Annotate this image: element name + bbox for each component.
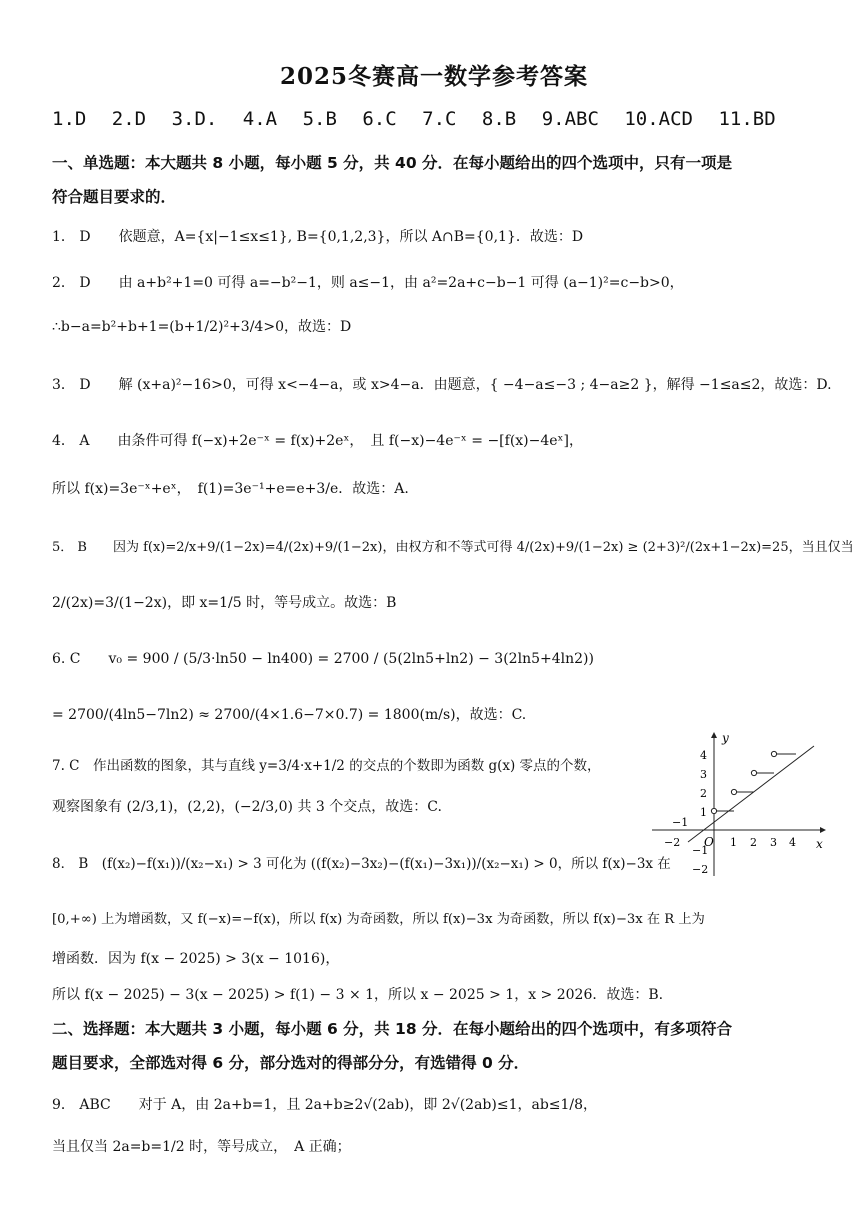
x-tick-neg2: −2 bbox=[664, 836, 681, 849]
q2-solution-line-1: 2． D 由 a+b²+1=0 可得 a=−b²−1，则 a≤−1，由 a²=2a+c−b−1 可得 (a−1)²=c−b>0， bbox=[52, 275, 684, 291]
y-axis-label: y bbox=[722, 731, 729, 745]
section-1-heading-line-2: 符合题目要求的． bbox=[52, 188, 177, 206]
q9-solution-line-1: 9． ABC 对于 A，由 2a+b=1，且 2a+b≥2√(2ab)，即 2√(2ab)≤1，ab≤1/8， bbox=[52, 1097, 598, 1113]
page-title: 2025冬赛高一数学参考答案 bbox=[279, 63, 588, 90]
q8-solution-line-2: [0,+∞) 上为增函数，又 f(−x)=−f(x)，所以 f(x) 为奇函数，所以 f(x)−3x 为奇函数，所以 f(x)−3x 在 R 上为 bbox=[52, 912, 705, 927]
origin-label: O bbox=[704, 835, 714, 849]
section-2-heading bbox=[52, 1012, 812, 1080]
x-axis-label: x bbox=[816, 837, 823, 851]
q2-solution-line-2: ∴b−a=b²+b+1=(b+1/2)²+3/4>0，故选：D bbox=[52, 319, 352, 335]
section-2-heading-line-2: 题目要求，全部选对得 6 分，部分选对的得部分分，有选错得 0 分． bbox=[52, 1054, 530, 1072]
q5-solution-line-2: 2/(2x)=3/(1−2x)，即 x=1/5 时，等号成立。故选：B bbox=[52, 595, 397, 611]
y-tick-3: 3 bbox=[700, 768, 707, 781]
function-graph bbox=[648, 730, 828, 880]
q4-solution-line-1: 4． A 由条件可得 f(−x)+2e⁻ˣ = f(x)+2eˣ， 且 f(−x)−4e⁻ˣ = −[f(x)−4eˣ]， bbox=[52, 433, 583, 449]
answer-1: 1.D bbox=[52, 108, 87, 130]
answer-3: 3.D. bbox=[171, 108, 218, 130]
answer-6: 6.C bbox=[362, 108, 397, 130]
y-tick-4: 4 bbox=[700, 749, 707, 762]
q3-solution: 3． D 解 (x+a)²−16>0，可得 x<−4−a，或 x>4−a．由题意，{ −4−a≤−3 ; 4−a≥2 }，解得 −1≤a≤2，故选：D. bbox=[52, 377, 832, 393]
y-axis-arrow bbox=[711, 732, 717, 738]
open-point-2 bbox=[731, 789, 736, 794]
q6-solution-line-1: 6. C v₀ = 900 / (5/3·ln50 − ln400) = 2700 / (5(2ln5+ln2) − 3(2ln5+4ln2)) bbox=[52, 651, 594, 667]
section-1-heading-line-1: 一、单选题：本大题共 8 小题，每小题 5 分，共 40 分．在每小题给出的四个选项中，只有一项是 bbox=[52, 154, 733, 172]
answer-4: 4.A bbox=[242, 108, 278, 130]
x-tick-3: 3 bbox=[770, 836, 777, 849]
q8-solution-line-3: 增函数．因为 f(x − 2025) > 3(x − 1016)， bbox=[52, 951, 340, 967]
open-point-1 bbox=[711, 808, 716, 813]
y-tick-neg1: −1 bbox=[692, 844, 709, 857]
q9-solution-line-2: 当且仅当 2a=b=1/2 时，等号成立， A 正确； bbox=[52, 1139, 351, 1155]
answer-10: 10.ACD bbox=[624, 108, 693, 130]
x-tick-2: 2 bbox=[750, 836, 757, 849]
q1-solution: 1． D 依题意，A={x|−1≤x≤1}, B={0,1,2,3}，所以 A∩B={0,1}．故选：D bbox=[52, 229, 584, 245]
open-point-4 bbox=[771, 751, 776, 756]
q8-solution-line-4: 所以 f(x − 2025) − 3(x − 2025) > f(1) − 3 × 1，所以 x − 2025 > 1，x > 2026．故选：B. bbox=[52, 987, 664, 1003]
answer-key-row bbox=[52, 108, 790, 130]
x-tick-4: 4 bbox=[789, 836, 796, 849]
answer-9: 9.ABC bbox=[541, 108, 599, 130]
q7-solution-line-2: 观察图象有 (2/3,1)，(2,2)，(−2/3,0) 共 3 个交点，故选：C. bbox=[52, 799, 442, 815]
section-1-heading bbox=[52, 146, 812, 214]
x-tick-1: 1 bbox=[730, 836, 737, 849]
answer-11: 11.BD bbox=[718, 108, 776, 130]
y-tick-1: 1 bbox=[700, 806, 707, 819]
y-tick-2: 2 bbox=[700, 787, 707, 800]
x-axis-arrow bbox=[820, 827, 826, 833]
answer-7: 7.C bbox=[422, 108, 457, 130]
q5-solution-line-1: 5． B 因为 f(x)=2/x+9/(1−2x)=4/(2x)+9/(1−2x)，由权方和不等式可得 4/(2x)+9/(1−2x) ≥ (2+3)²/(2x+1−2x)=25，当且仅当 bbox=[52, 540, 854, 555]
x-tick-neg1: −1 bbox=[672, 816, 689, 829]
y-tick-neg2: −2 bbox=[692, 863, 709, 876]
answer-8: 8.B bbox=[481, 108, 517, 130]
answer-5: 5.B bbox=[302, 108, 337, 130]
q6-solution-line-2: = 2700/(4ln5−7ln2) ≈ 2700/(4×1.6−7×0.7) = 1800(m/s)，故选：C. bbox=[52, 707, 527, 723]
answer-2: 2.D bbox=[111, 108, 147, 130]
open-point-3 bbox=[751, 770, 756, 775]
q7-solution-line-1: 7. C 作出函数的图象，其与直线 y=3/4·x+1/2 的交点的个数即为函数 g(x) 零点的个数， bbox=[52, 758, 601, 774]
q4-solution-line-2: 所以 f(x)=3e⁻ˣ+eˣ， f(1)=3e⁻¹+e=e+3/e．故选：A. bbox=[52, 481, 409, 497]
q8-solution-line-1: 8． B (f(x₂)−f(x₁))/(x₂−x₁) > 3 可化为 ((f(x₂)−3x₂)−(f(x₁)−3x₁))/(x₂−x₁) > 0，所以 f(x)−3x 在 bbox=[52, 856, 671, 872]
section-2-heading-line-1: 二、选择题：本大题共 3 小题，每小题 6 分，共 18 分．在每小题给出的四个选项中，有多项符合 bbox=[52, 1020, 733, 1038]
